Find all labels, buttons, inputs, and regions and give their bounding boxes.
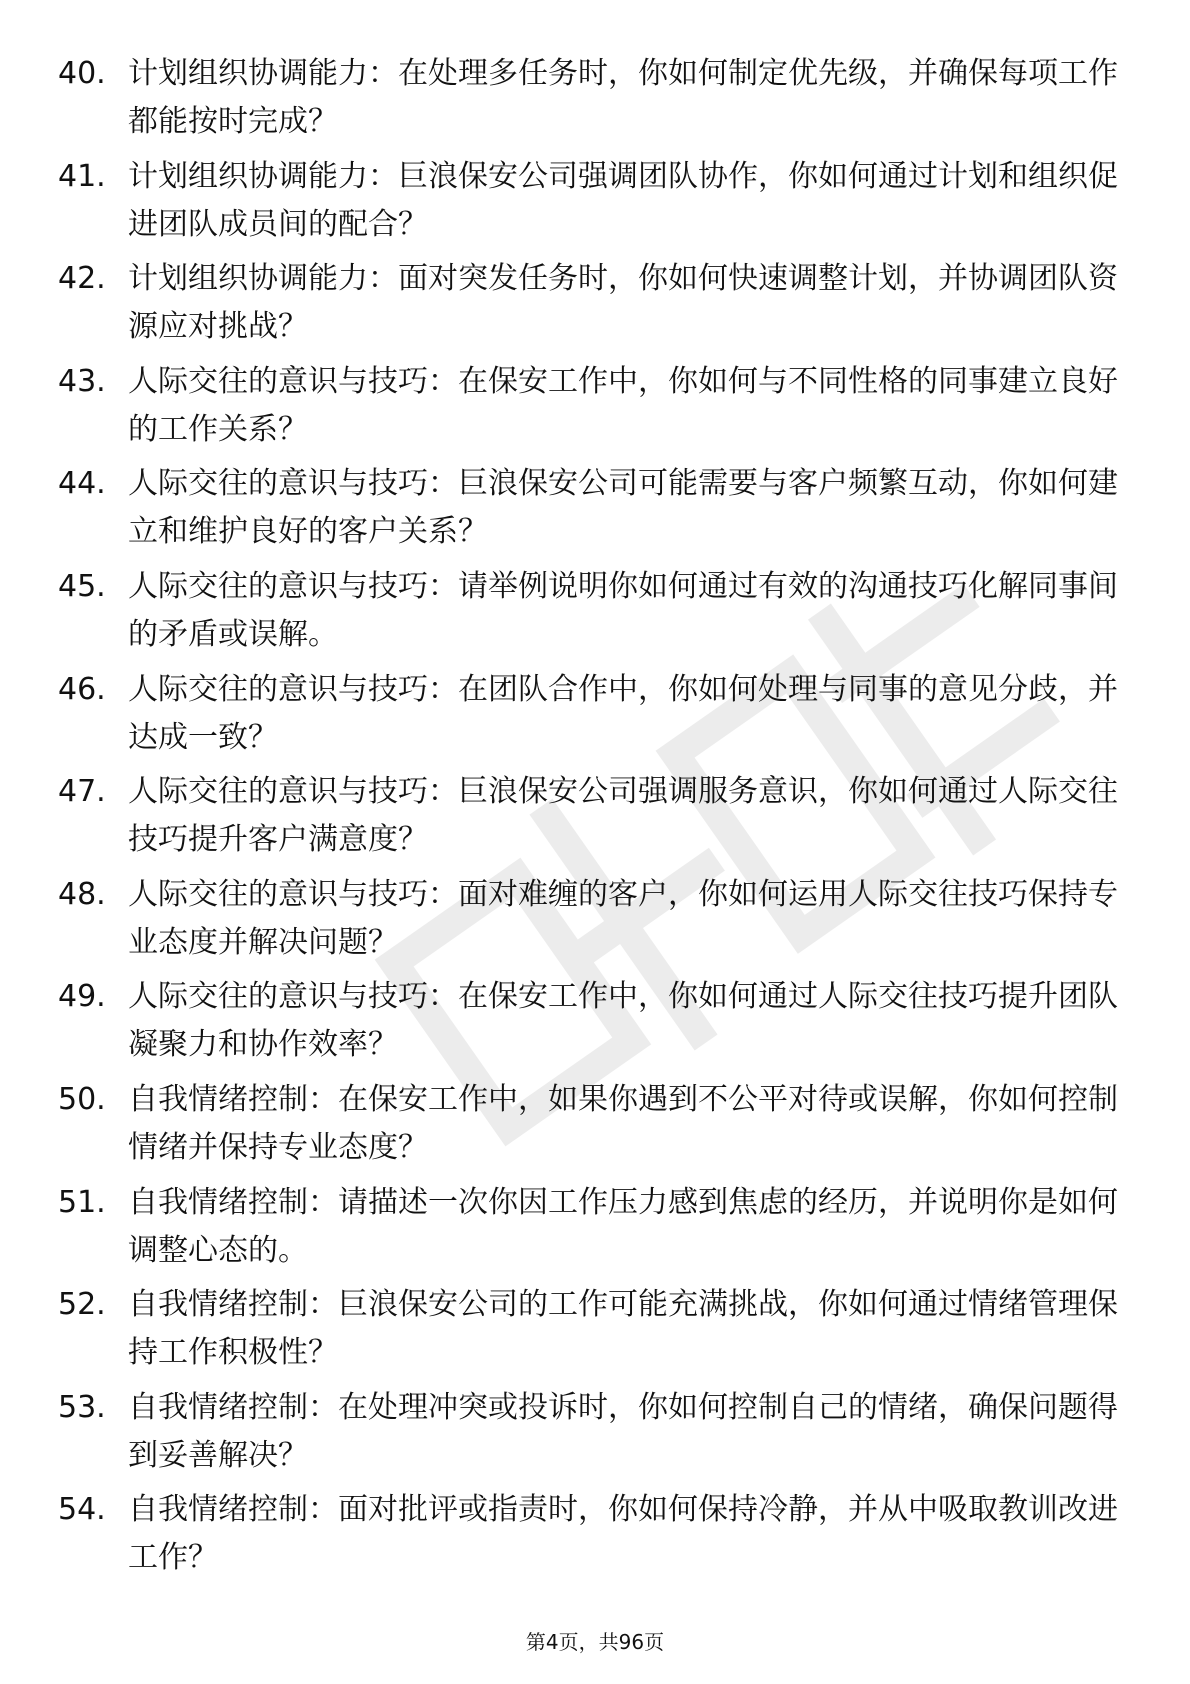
list-item — [58, 973, 1118, 1076]
list-item — [58, 1486, 1118, 1589]
question-text: 人际交往的意识与技巧：在团队合作中，你如何处理与同事的意见分歧，并达成一致？ — [128, 671, 1118, 755]
question-number: 49. — [58, 979, 106, 1015]
question-number: 48. — [58, 876, 106, 912]
question-number: 42. — [58, 261, 106, 297]
question-number: 54. — [58, 1492, 106, 1528]
question-number: 41. — [58, 158, 106, 194]
question-list — [58, 50, 1118, 1589]
question-text: 自我情绪控制：在处理冲突或投诉时，你如何控制自己的情绪，确保问题得到妥善解决？ — [128, 1389, 1118, 1473]
question-text: 人际交往的意识与技巧：面对难缠的客户，你如何运用人际交往技巧保持专业态度并解决问题？ — [128, 876, 1118, 960]
question-text: 人际交往的意识与技巧：巨浪保安公司强调服务意识，你如何通过人际交往技巧提升客户满意度？ — [128, 774, 1118, 858]
question-number: 46. — [58, 671, 106, 707]
question-number: 45. — [58, 568, 106, 604]
question-number: 51. — [58, 1184, 106, 1220]
list-item — [58, 563, 1118, 666]
question-number: 47. — [58, 774, 106, 810]
question-text: 计划组织协调能力：巨浪保安公司强调团队协作，你如何通过计划和组织促进团队成员间的配合？ — [128, 158, 1118, 242]
list-item — [58, 1384, 1118, 1487]
question-text: 人际交往的意识与技巧：在保安工作中，你如何通过人际交往技巧提升团队凝聚力和协作效率？ — [128, 979, 1118, 1063]
list-item — [58, 50, 1118, 153]
question-text: 自我情绪控制：面对批评或指责时，你如何保持冷静，并从中吸取教训改进工作？ — [128, 1492, 1118, 1576]
list-item — [58, 460, 1118, 563]
question-text: 人际交往的意识与技巧：请举例说明你如何通过有效的沟通技巧化解同事间的矛盾或误解。 — [128, 568, 1118, 652]
list-item — [58, 768, 1118, 871]
question-text: 计划组织协调能力：面对突发任务时，你如何快速调整计划，并协调团队资源应对挑战？ — [128, 261, 1118, 345]
question-number: 52. — [58, 1287, 106, 1323]
question-number: 53. — [58, 1389, 106, 1425]
list-item — [58, 1281, 1118, 1384]
question-text: 计划组织协调能力：在处理多任务时，你如何制定优先级，并确保每项工作都能按时完成？ — [128, 56, 1118, 139]
list-item — [58, 358, 1118, 461]
list-item — [58, 255, 1118, 358]
list-item — [58, 1076, 1118, 1179]
question-text: 人际交往的意识与技巧：巨浪保安公司可能需要与客户频繁互动，你如何建立和维护良好的客户关系？ — [128, 466, 1118, 550]
question-text: 自我情绪控制：请描述一次你因工作压力感到焦虑的经历，并说明你是如何调整心态的。 — [128, 1184, 1118, 1268]
question-number: 43. — [58, 363, 106, 399]
question-text: 自我情绪控制：巨浪保安公司的工作可能充满挑战，你如何通过情绪管理保持工作积极性？ — [128, 1287, 1118, 1371]
question-text: 自我情绪控制：在保安工作中，如果你遇到不公平对待或误解，你如何控制情绪并保持专业态度？ — [128, 1081, 1118, 1165]
question-text: 人际交往的意识与技巧：在保安工作中，你如何与不同性格的同事建立良好的工作关系？ — [128, 363, 1118, 447]
page-number-footer: 第4页，共96页 — [525, 1630, 665, 1654]
list-item — [58, 666, 1118, 769]
question-number: 40. — [58, 56, 106, 91]
list-item — [58, 871, 1118, 974]
question-number: 44. — [58, 466, 106, 502]
question-number: 50. — [58, 1081, 106, 1117]
list-item — [58, 1179, 1118, 1282]
list-item — [58, 153, 1118, 256]
